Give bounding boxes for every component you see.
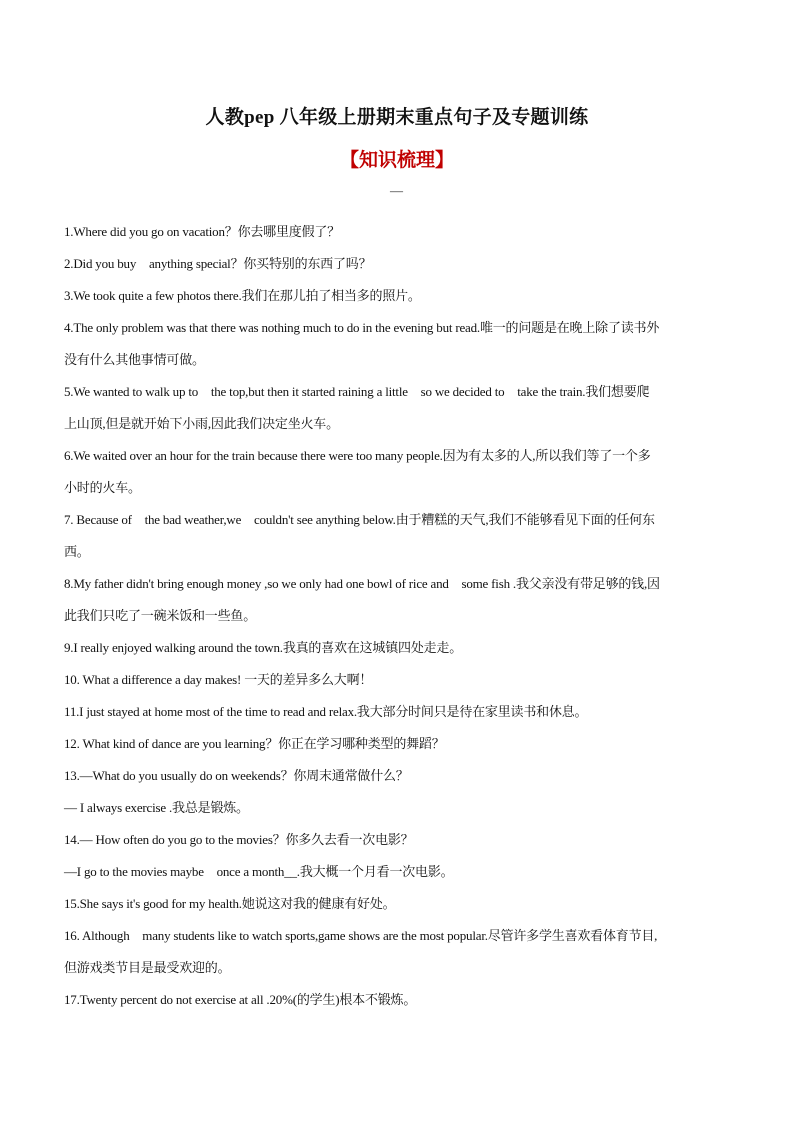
- text-line: 此我们只吃了一碗米饭和一些鱼。: [64, 608, 257, 623]
- text-line: 上山顶,但是就开始下小雨,因此我们决定坐火车。: [64, 416, 339, 431]
- text-line: 17.Twenty percent do not exercise at all .20%(的学生)根本不锻炼。: [64, 992, 417, 1007]
- sentence-list: [64, 216, 732, 1016]
- text-line: 小时的火车。: [64, 480, 141, 495]
- separator-dash: —: [390, 183, 403, 198]
- text-line: 12. What kind of dance are you learning？你正在学习哪种类型的舞蹈？: [64, 736, 445, 751]
- text-line: — I always exercise .我总是锻炼。: [64, 800, 249, 815]
- text-line: 1.Where did you go on vacation？你去哪里度假了？: [64, 224, 340, 239]
- text-line: 6.We waited over an hour for the train because there were too many people.因为有太多的人,所以我们等了一个多: [64, 448, 651, 463]
- text-line: 14.— How often do you go to the movies？你多久去看一次电影？: [64, 832, 414, 847]
- text-line: 8.My father didn't bring enough money ,so we only had one bowl of rice and some fish .我父亲没有带足够的钱,因: [64, 576, 660, 591]
- text-line: 11.I just stayed at home most of the time to read and relax.我大部分时间只是待在家里读书和休息。: [64, 704, 588, 719]
- text-line: 3.We took quite a few photos there.我们在那儿拍了相当多的照片。: [64, 288, 421, 303]
- section-heading: 【知识梳理】: [339, 150, 454, 171]
- text-line: 4.The only problem was that there was nothing much to do in the evening but read.唯一的问题是在晚上除了读书外: [64, 320, 660, 335]
- text-line: 9.I really enjoyed walking around the town.我真的喜欢在这城镇四处走走。: [64, 640, 463, 655]
- text-line: —I go to the movies maybe once a month__.我大概一个月看一次电影。: [64, 864, 454, 879]
- text-line: 7. Because of the bad weather,we couldn't see anything below.由于糟糕的天气,我们不能够看见下面的任何东: [64, 512, 655, 527]
- document-title: 人教pep 八年级上册期末重点句子及专题训练: [205, 107, 589, 128]
- text-line: 2.Did you buy anything special？你买特别的东西了吗？: [64, 256, 372, 271]
- text-line: 西。: [64, 544, 90, 559]
- text-line: 10. What a difference a day makes! 一天的差异多么大啊！: [64, 672, 373, 687]
- text-line: 16. Although many students like to watch sports,game shows are the most popular.尽管许多学生喜欢看体育节目,: [64, 928, 658, 943]
- text-line: 15.She says it's good for my health.她说这对我的健康有好处。: [64, 896, 396, 911]
- text-line: 没有什么其他事情可做。: [64, 352, 205, 367]
- text-line: 但游戏类节目是最受欢迎的。: [64, 960, 231, 975]
- text-line: 5.We wanted to walk up to the top,but then it started raining a little so we decided to take the train.我们想要爬: [64, 384, 650, 399]
- text-line: 13.—What do you usually do on weekends？你周末通常做什么？: [64, 768, 409, 783]
